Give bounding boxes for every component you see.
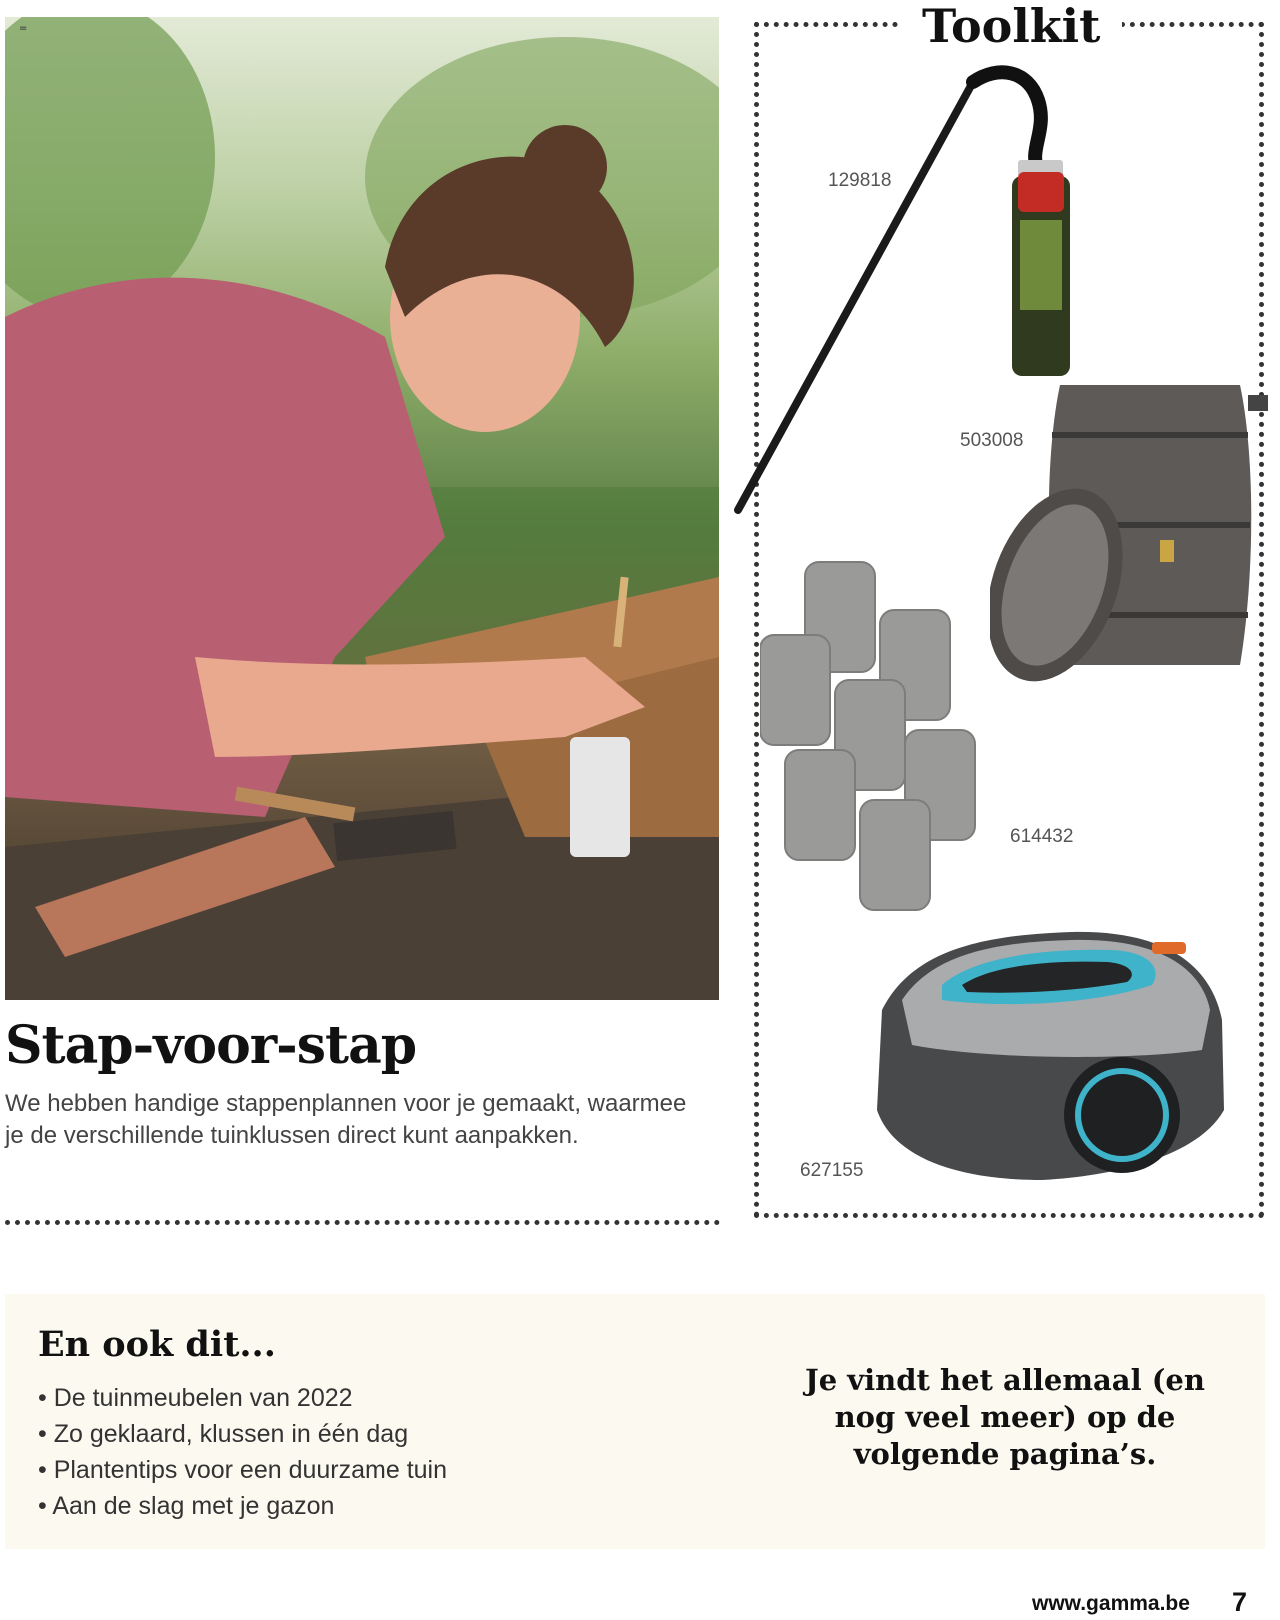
product-code-robot-mower: 627155 — [800, 1160, 864, 1181]
page-title: Stap-voor-stap — [5, 1015, 417, 1076]
list-item: • De tuinmeubelen van 2022 — [38, 1380, 447, 1416]
intro-text: We hebben handige stappenplannen voor je gemaakt, waarmee je de verschillende tuinklussen direct kunt aanpakken. — [5, 1090, 687, 1149]
hero-photo — [5, 17, 719, 1000]
product-code-paving-stones: 614432 — [1010, 826, 1074, 847]
paving-stones-icon — [760, 560, 990, 920]
hero-illustration — [5, 17, 719, 1000]
toolkit-title: Toolkit — [900, 0, 1122, 54]
related-title: En ook dit... — [38, 1324, 276, 1365]
related-note: Je vindt het allemaal (en nog veel meer) op de volgende pagina’s. — [805, 1363, 1205, 1471]
dotted-divider — [5, 1220, 720, 1225]
list-item: • Aan de slag met je gazon — [38, 1488, 447, 1524]
list-item: • Plantentips voor een duurzame tuin — [38, 1452, 447, 1488]
rain-barrel-icon — [990, 375, 1270, 695]
website-link[interactable]: www.gamma.be — [1032, 1592, 1190, 1615]
hero-mark: = — [19, 23, 28, 34]
robot-mower-icon — [872, 930, 1232, 1190]
related-content-box — [5, 1294, 1265, 1549]
page-number: 7 — [1232, 1587, 1248, 1617]
product-code-weed-burner: 129818 — [828, 170, 892, 191]
list-item: • Zo geklaard, klussen in één dag — [38, 1416, 447, 1452]
related-list — [38, 1380, 447, 1524]
product-code-rain-barrel: 503008 — [960, 430, 1024, 451]
